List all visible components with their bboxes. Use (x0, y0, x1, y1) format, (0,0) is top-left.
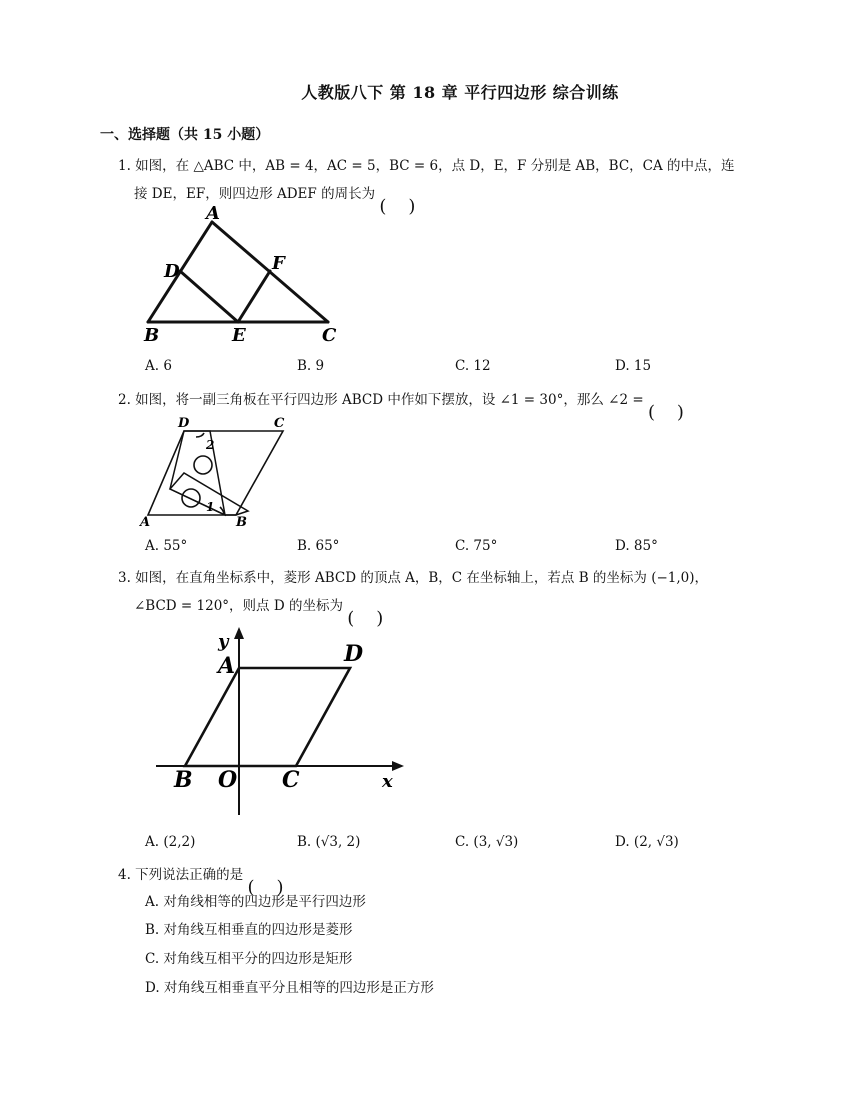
question-1-text-cont: 接 DE，EF，则四边形 ADEF 的周长为 (134, 186, 376, 202)
option-b[interactable]: B. 65° (297, 538, 340, 554)
label-c: C (282, 767, 300, 793)
segment-de (180, 271, 238, 322)
label-o: O (218, 767, 238, 793)
option-d[interactable]: D. 85° (615, 538, 658, 554)
question-2-text: 2. 如图，将一副三角板在平行四边形 ABCD 中作如下摆放，设 ∠1 = 30°，那么 ∠2 = (118, 392, 644, 408)
label-a: A (140, 515, 151, 530)
label-d: D (344, 641, 364, 667)
label-b: B (174, 767, 193, 793)
option-b[interactable]: B. 9 (297, 358, 325, 374)
label-f: F (272, 253, 285, 274)
page-title: 人教版八下 第 18 章 平行四边形 综合训练 (301, 83, 619, 102)
label-b: B (236, 515, 247, 530)
y-axis-arrow (234, 627, 244, 639)
figure-q2-parallelogram (140, 413, 300, 528)
parallelogram-abcd (148, 431, 283, 515)
question-1-text: 1. 如图，在 △ABC 中，AB = 4，AC = 5，BC = 6，点 D，E，F 分别是 AB，BC，CA 的中点，连 (118, 158, 735, 174)
section-heading: 一、选择题（共 15 小题） (100, 127, 270, 143)
question-3-text-cont: ∠BCD = 120°，则点 D 的坐标为 (134, 598, 343, 614)
segment-ef (238, 271, 270, 322)
label-c: C (274, 416, 285, 431)
option-c[interactable]: C. 对角线互相平分的四边形是矩形 (145, 951, 353, 967)
label-y: y (218, 631, 229, 652)
figure-q3-rhombus-axes (152, 625, 412, 820)
option-c[interactable]: C. 12 (455, 358, 491, 374)
option-c[interactable]: C. (3, √3) (455, 834, 519, 850)
label-a: A (206, 203, 220, 224)
option-a[interactable]: A. 55° (145, 538, 188, 554)
label-angle-2: 2 (206, 438, 215, 452)
option-a[interactable]: A. 对角线相等的四边形是平行四边形 (145, 894, 366, 910)
label-d: D (164, 261, 180, 282)
label-x: x (382, 771, 393, 792)
question-4-text: 4. 下列说法正确的是 (118, 867, 244, 883)
x-axis-arrow (392, 761, 404, 771)
label-c: C (322, 325, 337, 346)
label-e: E (232, 325, 246, 346)
label-b: B (144, 325, 160, 346)
label-a: A (218, 653, 236, 679)
option-b[interactable]: B. 对角线互相垂直的四边形是菱形 (145, 922, 353, 938)
option-a[interactable]: A. 6 (145, 358, 172, 374)
option-c[interactable]: C. 75° (455, 538, 498, 554)
figure-q1-triangle (140, 203, 360, 346)
option-d[interactable]: D. (2, √3) (615, 834, 679, 850)
option-d[interactable]: D. 对角线互相垂直平分且相等的四边形是正方形 (145, 980, 434, 996)
rhombus-abcd (185, 668, 350, 766)
question-3-text: 3. 如图，在直角坐标系中，菱形 ABCD 的顶点 A，B，C 在坐标轴上，若点 B 的坐标为 (−1,0)， (118, 570, 709, 586)
option-a[interactable]: A. (2,2) (145, 834, 196, 850)
triangle-hole-lower (182, 489, 200, 507)
option-d[interactable]: D. 15 (615, 358, 652, 374)
option-b[interactable]: B. (√3, 2) (297, 834, 361, 850)
angle-2-arc (196, 433, 204, 437)
label-angle-1: 1 (206, 500, 215, 514)
triangle-hole-upper (194, 456, 212, 474)
label-d: D (178, 416, 190, 431)
